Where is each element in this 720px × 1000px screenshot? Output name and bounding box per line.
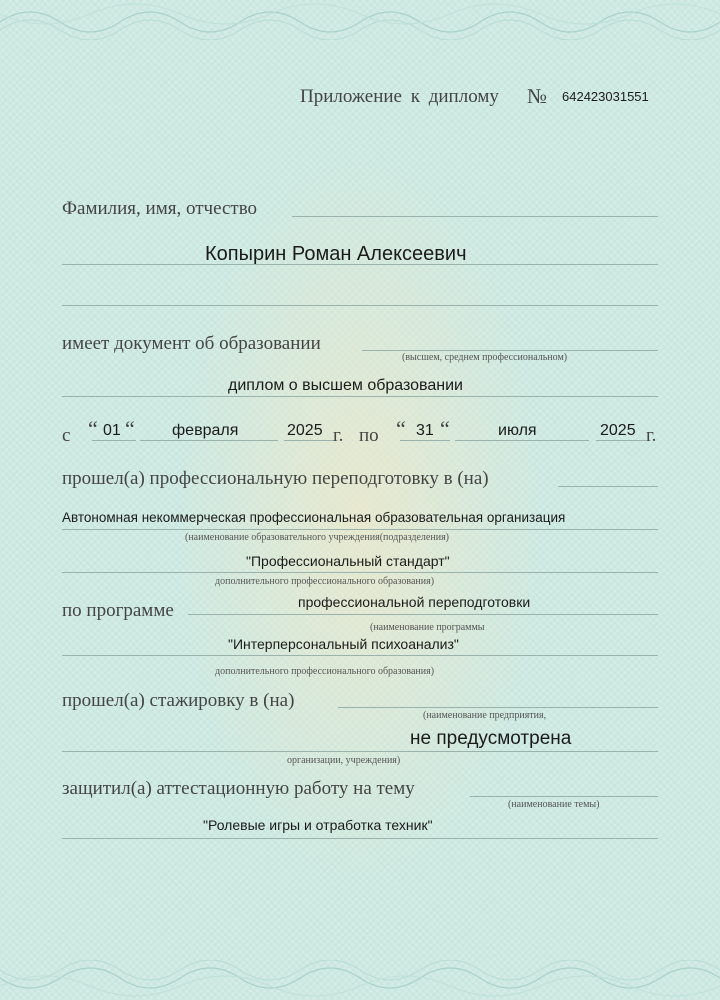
internship-label: прошел(а) стажировку в (на) — [62, 690, 295, 711]
program-hint-2: дополнительного профессионального образования) — [215, 666, 435, 677]
bottom-guilloche-ornament — [0, 960, 720, 1000]
full-name-label: Фамилия, имя, отчество — [62, 198, 258, 219]
thesis-value: "Ролевые игры и отработка техник" — [203, 817, 433, 833]
thesis-line-2 — [62, 838, 658, 839]
period-from-day-line — [92, 440, 136, 441]
thesis-line-1 — [470, 796, 658, 797]
appendix-title: Приложение к диплому — [300, 86, 499, 107]
period-to-day-line — [400, 440, 450, 441]
retraining-label: прошел(а) профессиональную переподготовку в (на) — [62, 468, 489, 489]
period-to-year-suffix: г. — [646, 425, 657, 446]
education-value: диплом о высшем образовании — [228, 377, 463, 394]
thesis-label: защитил(а) аттестационную работу на тему — [62, 778, 415, 799]
internship-line-2 — [62, 751, 658, 752]
period-to-year: 2025 — [600, 422, 636, 439]
internship-line-1 — [338, 707, 658, 708]
period-from-day: 01 — [103, 422, 121, 439]
program-type: профессиональной переподготовки — [298, 594, 531, 610]
program-hint: (наименование программы — [370, 622, 485, 633]
thesis-hint: (наименование темы) — [508, 799, 600, 810]
program-line-2 — [62, 655, 658, 656]
internship-hint: (наименование предприятия, — [423, 710, 547, 721]
period-to-year-line — [596, 440, 646, 441]
number-sign: № — [527, 84, 548, 108]
period-to-quote-open: “ — [396, 416, 406, 441]
full-name-line-2 — [62, 264, 658, 265]
period-from-month-line — [140, 440, 278, 441]
period-to-day: 31 — [416, 422, 434, 439]
period-to-month-line — [455, 440, 589, 441]
period-to-prefix: по — [359, 425, 379, 446]
period-from-quote-open: “ — [88, 416, 98, 441]
period-from-year: 2025 — [287, 422, 323, 439]
education-line-1 — [362, 350, 658, 351]
internship-hint-2: организации, учреждения) — [287, 755, 401, 766]
full-name-value: Копырин Роман Алексеевич — [205, 243, 467, 265]
period-from-quote-close: “ — [125, 416, 135, 441]
retraining-line-3 — [62, 572, 658, 573]
retraining-line-1 — [558, 486, 658, 487]
full-name-line-3 — [62, 305, 658, 306]
retraining-org: Автономная некоммерческая профессиональная образовательная организация — [62, 510, 566, 525]
education-hint: (высшем, среднем профессиональном) — [402, 352, 568, 363]
internship-value: не предусмотрена — [410, 728, 572, 749]
retraining-org-hint-2: дополнительного профессионального образования) — [215, 576, 435, 587]
education-label: имеет документ об образовании — [62, 333, 321, 354]
full-name-line-1 — [292, 216, 658, 217]
period-to-month: июля — [498, 422, 537, 439]
period-from-year-suffix: г. — [333, 425, 344, 446]
program-name: "Интерперсональный психоанализ" — [228, 636, 459, 652]
top-guilloche-ornament — [0, 0, 720, 40]
period-from-year-line — [284, 440, 334, 441]
retraining-org-name: "Профессиональный стандарт" — [246, 553, 450, 569]
diploma-number: 642423031551 — [562, 89, 649, 104]
period-from-prefix: с — [62, 425, 71, 446]
period-from-month: февраля — [172, 422, 239, 439]
retraining-org-hint: (наименование образовательного учреждения(подразделения) — [185, 532, 449, 543]
period-to-quote-close: “ — [440, 416, 450, 441]
education-line-2 — [62, 396, 658, 397]
program-line-1 — [188, 614, 658, 615]
program-label: по программе — [62, 600, 174, 621]
retraining-line-2 — [62, 529, 658, 530]
